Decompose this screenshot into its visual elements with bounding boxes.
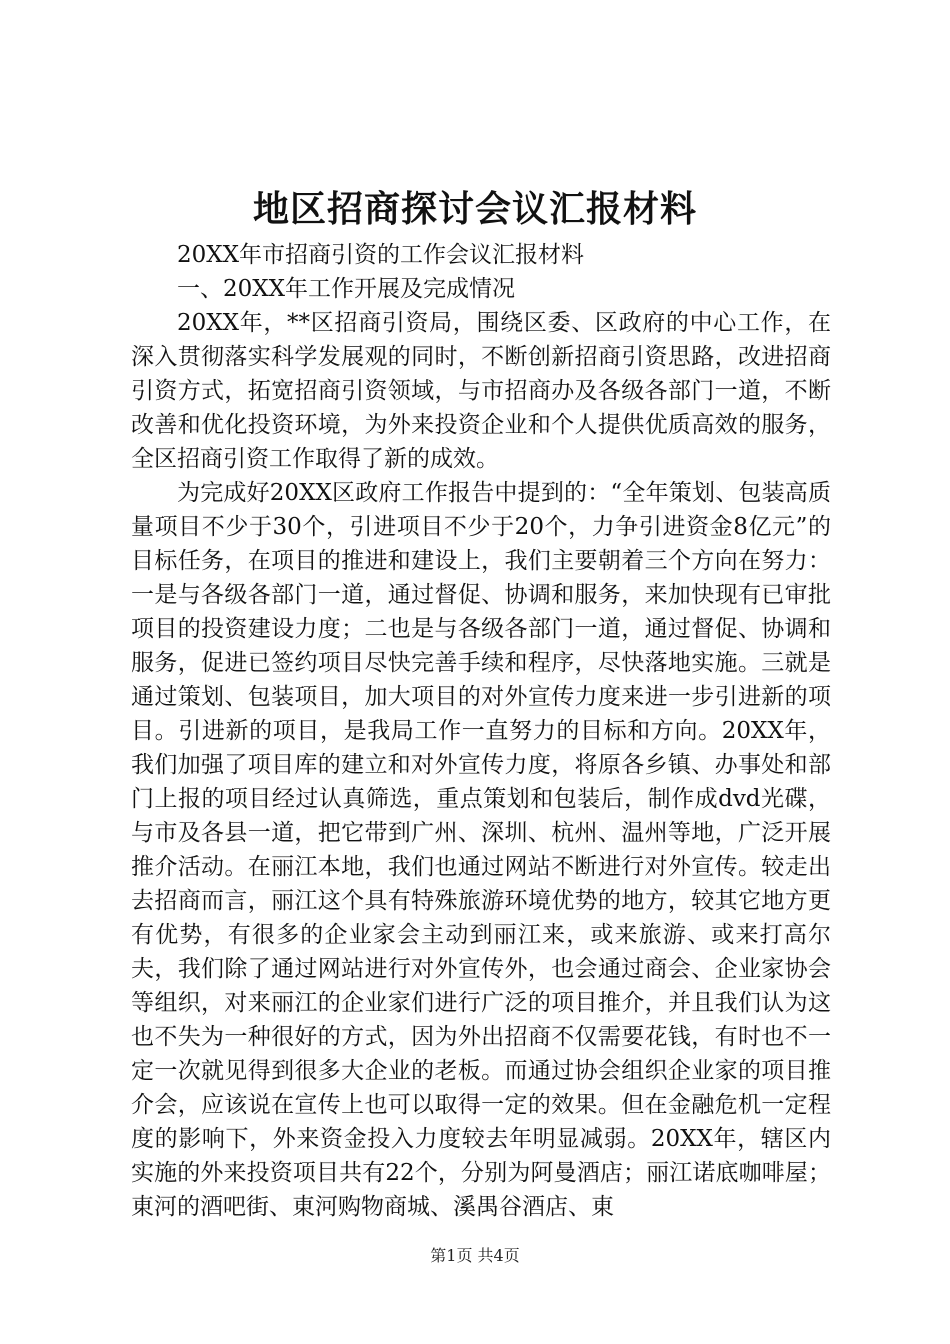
body-paragraph: 为完成好20XX区政府工作报告中提到的：“全年策划、包装高质量项目不少于30个，引进项目不少于20个，力争引进资金8亿元”的目标任务，在项目的推进和建设上，我们主要朝着三个方向在努力：一是与各级各部门一道，通过督促、协调和服务，来加快现有已审批项目的投资建设力度；二也是与各级各部门一道，通过督促、协调和服务，促进已签约项目尽快完善手续和程序，尽快落地实施。三就是通过策划、包装项目，加大项目的对外宣传力度来进一步引进新的项目。引进新的项目，是我局工作一直努力的目标和方向。20XX年，我们加强了项目库的建立和对外宣传力度，将原各乡镇、办事处和部门上报的项目经过认真筛选，重点策划和包装后，制作成dvd光碟，与市及各县一道，把它带到广州、深圳、杭州、温州等地，广泛开展推介活动。在丽江本地，我们也通过网站不断进行对外宣传。较走出去招商而言，丽江这个具有特殊旅游环境优势的地方，较其它地方更有优势，有很多的企业家会主动到丽江来，或来旅游、或来打高尔夫，我们除了通过网站进行对外宣传外，也会通过商会、企业家协会等组织，对来丽江的企业家们进行广泛的项目推介，并且我们认为这也不失为一种很好的方式，因为外出招商不仅需要花钱，有时也不一定一次就见得到很多大企业的老板。而通过协会组织企业家的项目推介会，应该说在宣传上也可以取得一定的效果。但在金融危机一定程度的影响下，外来资金投入力度较去年明显减弱。20XX年，辖区内实施的外来投资项目共有22个，分别为阿曼酒店；丽江诺底咖啡屋；東河的酒吧街、東河购物商城、溪禺谷酒店、東 [131,480,831,1220]
section-heading: 一、20XX年工作开展及完成情况 [177,276,516,302]
document-title: 地区招商探讨会议汇报材料 [252,188,697,230]
document-body [131,238,831,1224]
body-paragraph: 20XX年，**区招商引资局，围绕区委、区政府的中心工作，在深入贯彻落实科学发展观的同时，不断创新招商引资思路，改进招商引资方式，拓宽招商引资领域，与市招商办及各级各部门一道，不断改善和优化投资环境，为外来投资企业和个人提供优质高效的服务，全区招商引资工作取得了新的成效。 [131,310,831,472]
page-footer: 第1页 共4页 [430,1246,520,1265]
subtitle-paragraph: 20XX年市招商引资的工作会议汇报材料 [177,242,585,268]
